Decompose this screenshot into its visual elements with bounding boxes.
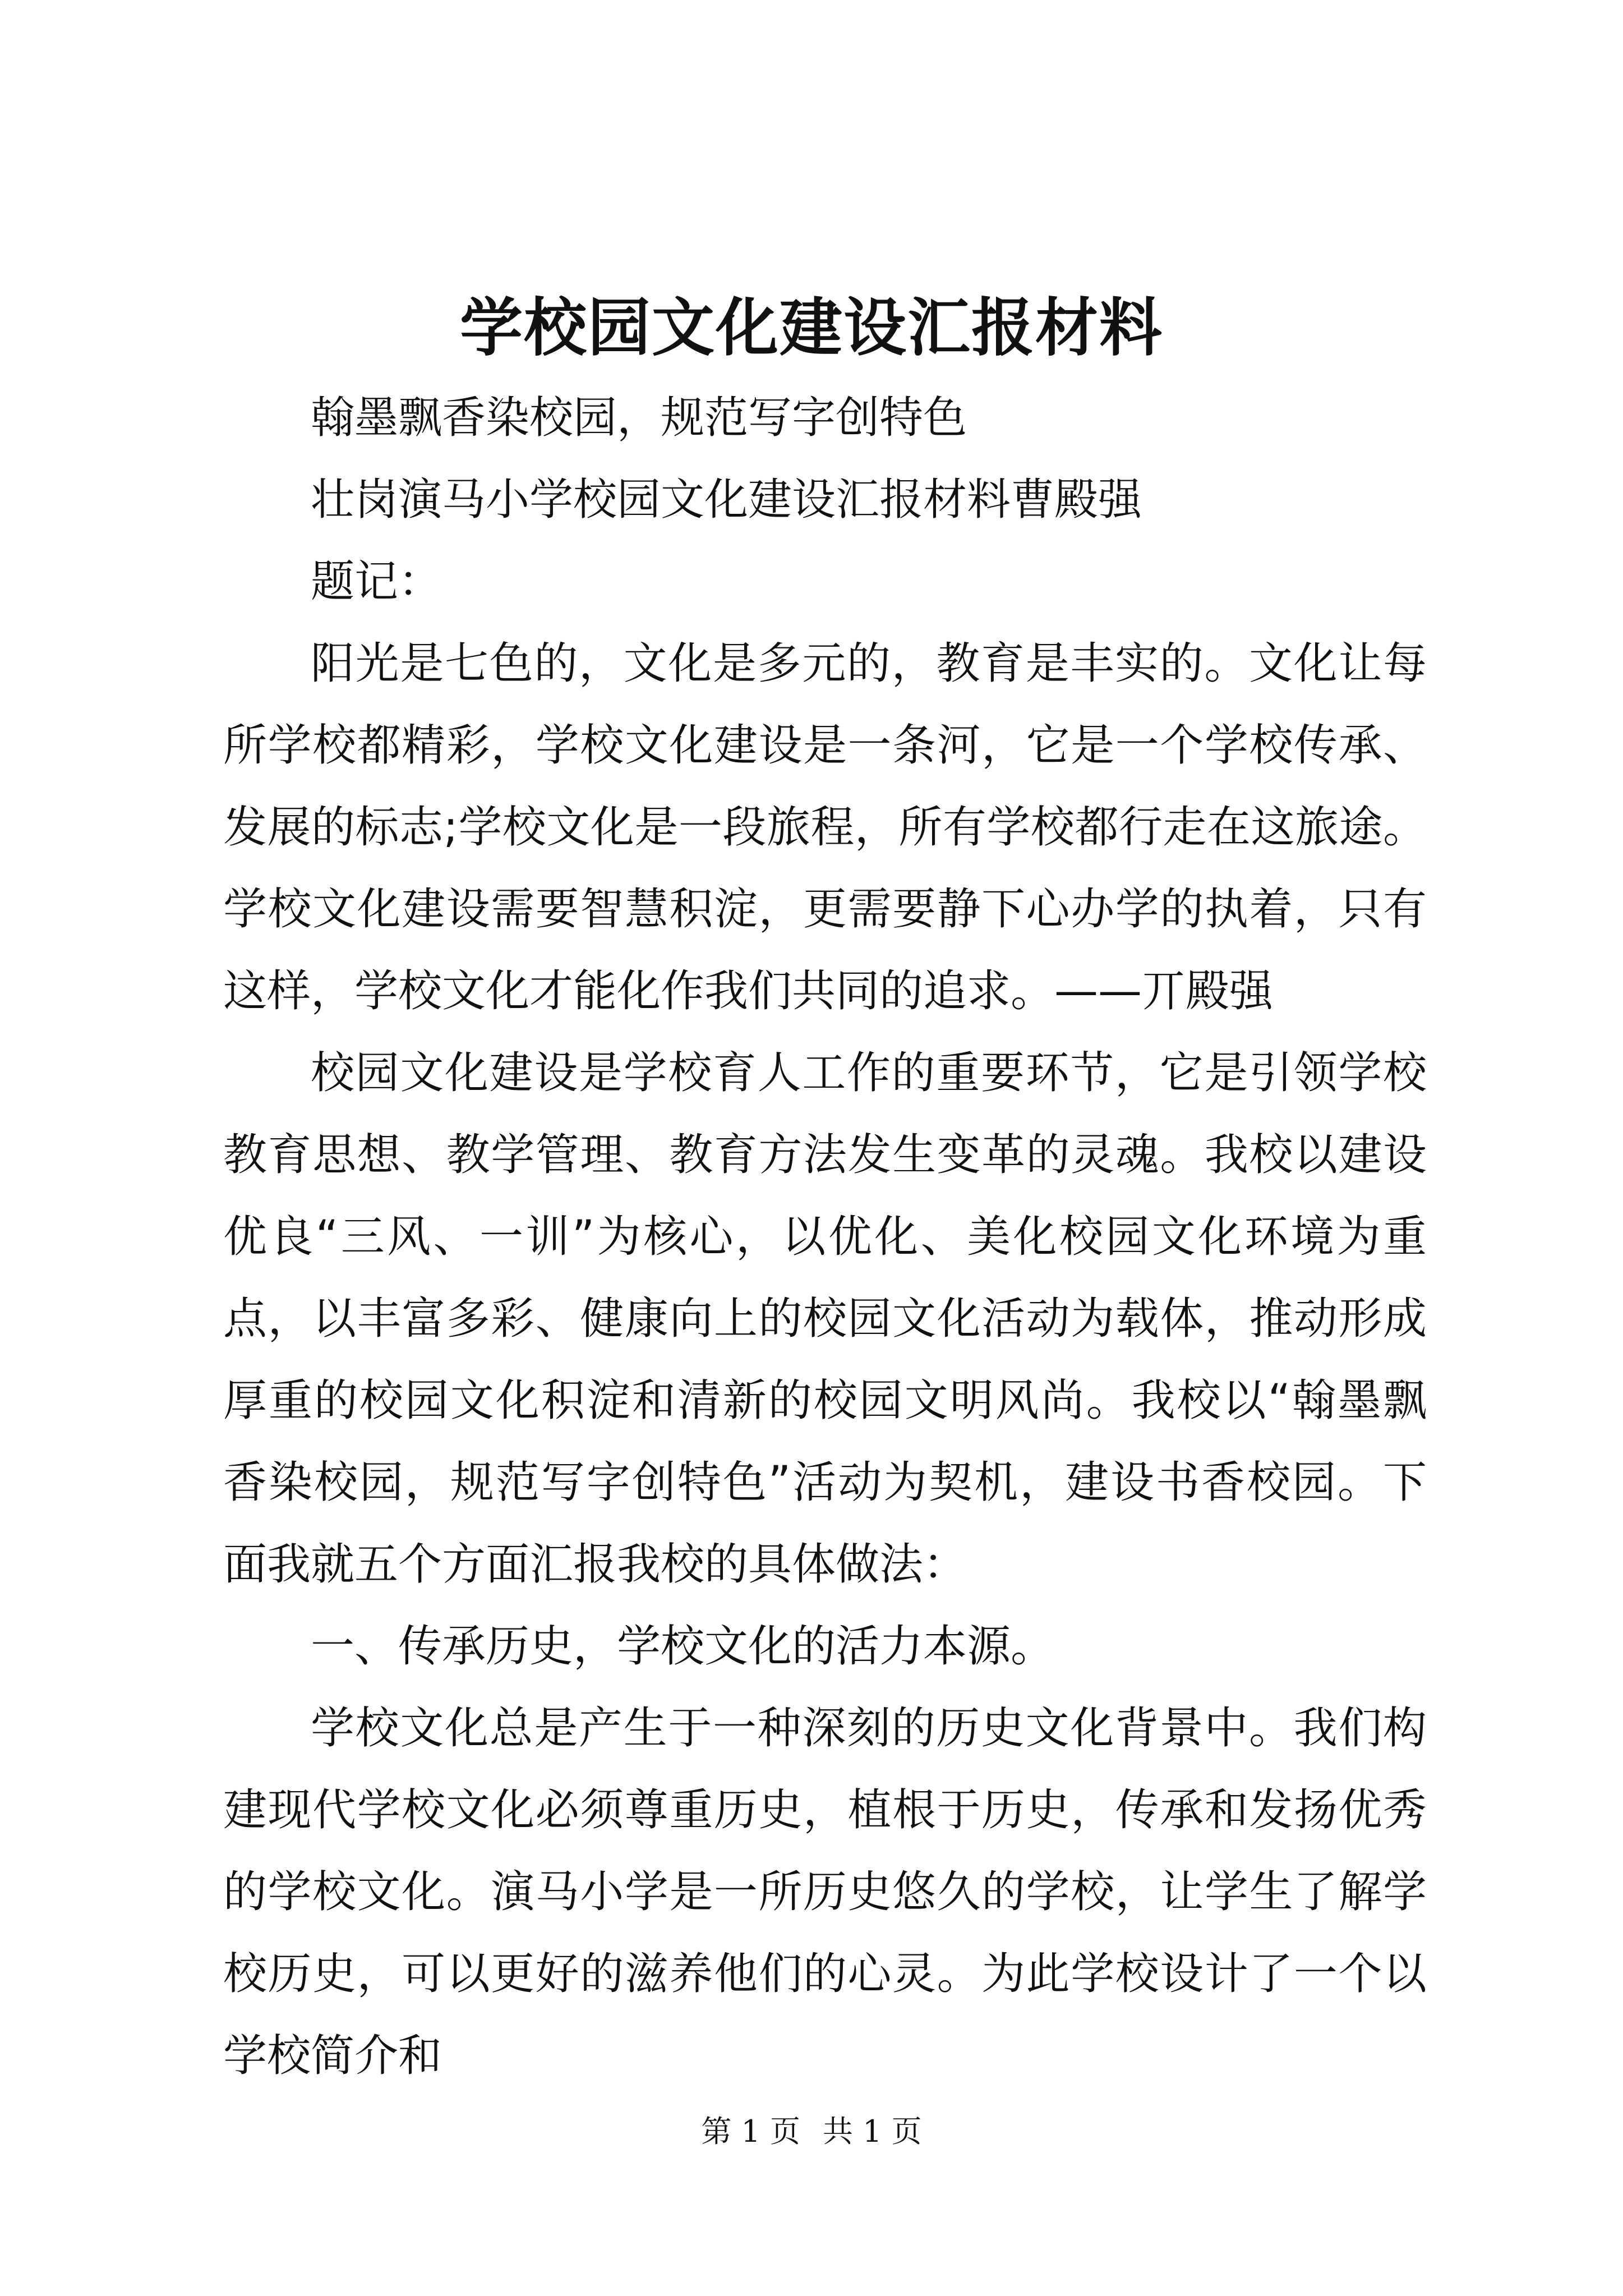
- document-body: [223, 377, 1427, 2097]
- author-line-paragraph: 壮岗演马小学校园文化建设汇报材料曹殿强: [311, 475, 1142, 525]
- section-heading-paragraph: 一、传承历史，学校文化的活力本源。: [311, 1621, 1055, 1672]
- page-footer: [0, 2109, 1623, 2154]
- intro-paragraph: 校园文化建设是学校育人工作的重要环节，它是引领学校教育思想、教学管理、教育方法发生变革的灵魂。我校以建设优良“三风、一训”为核心，以优化、美化校园文化环境为重点，以丰富多彩、健康向上的校园文化活动为载体，推动形成厚重的校园文化积淀和清新的校园文明风尚。我校以“翰墨飘香染校园，规范写字创特色”活动为契机，建设书香校园。下面我就五个方面汇报我校的具体做法：: [223, 1048, 1427, 1590]
- page-total: 共 1 页: [823, 2114, 922, 2149]
- epigraph-heading-paragraph: 题记：: [311, 556, 442, 607]
- section-body-paragraph: 学校文化总是产生于一种深刻的历史文化背景中。我们构建现代学校文化必须尊重历史，植根于历史，传承和发扬优秀的学校文化。演马小学是一所历史悠久的学校，让学生了解学校历史，可以更好的滋养他们的心灵。为此学校设计了一个以学校简介和: [223, 1703, 1427, 2081]
- document-title: 学校园文化建设汇报材料: [460, 291, 1163, 365]
- epigraph-paragraph: 阳光是七色的，文化是多元的，教育是丰实的。文化让每所学校都精彩，学校文化建设是一条河，它是一个学校传承、发展的标志;学校文化是一段旅程，所有学校都行走在这旅途。学校文化建设需要智慧积淀，更需要静下心办学的执着，只有这样，学校文化才能化作我们共同的追求。——丌殿强: [223, 638, 1427, 1016]
- subtitle-paragraph: 翰墨飘香染校园，规范写字创特色: [311, 393, 967, 443]
- page-number: 第 1 页: [701, 2114, 800, 2149]
